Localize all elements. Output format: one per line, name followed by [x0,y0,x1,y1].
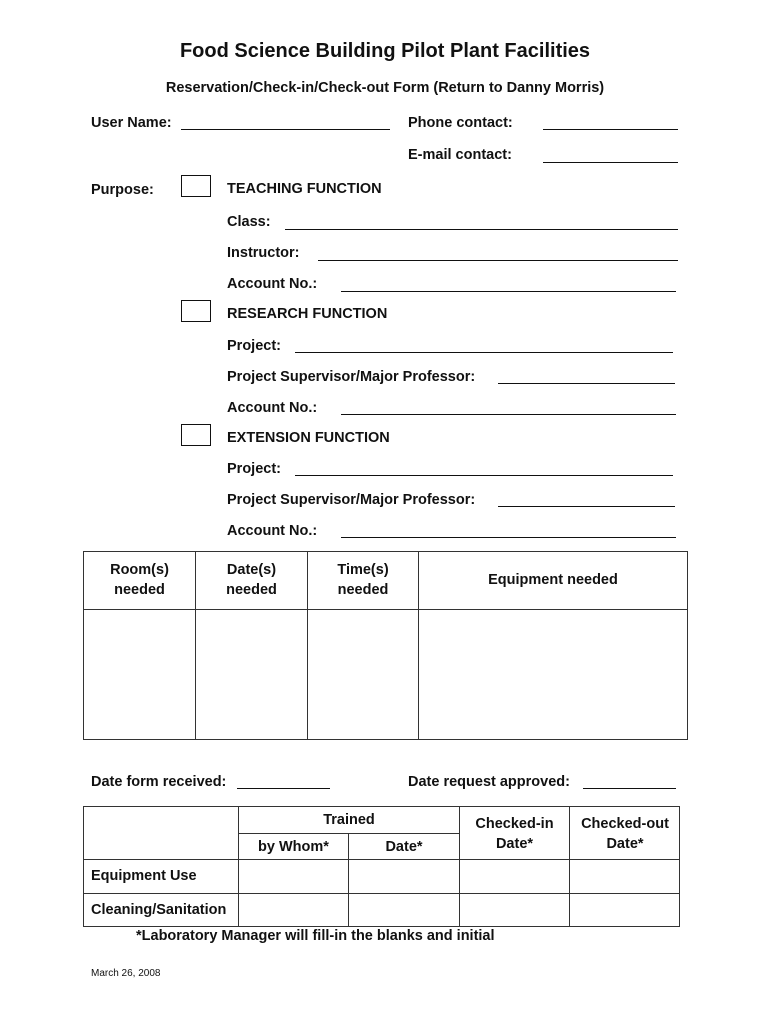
equipment-use-checked-in-cell[interactable] [460,860,568,892]
phone-contact-label: Phone contact: [408,115,513,131]
research-project-label: Project: [227,338,281,354]
times-needed-header: Time(s) needed [337,562,389,598]
checked-in-header: Checked-in Date* [475,816,554,852]
equipment-use-date-cell[interactable] [349,860,458,892]
class-label: Class: [227,214,271,230]
equipment-needed-cell[interactable] [419,610,687,739]
instructor-label: Instructor: [227,245,300,261]
times-needed-cell[interactable] [308,610,417,739]
extension-heading: EXTENSION FUNCTION [227,430,390,446]
checked-out-header: Checked-out Date* [581,816,669,852]
research-supervisor-field[interactable] [498,383,675,384]
extension-supervisor-field[interactable] [498,506,675,507]
equipment-needed-header: Equipment needed [488,572,618,588]
cleaning-by-whom-cell[interactable] [239,894,347,926]
purpose-label: Purpose: [91,182,154,198]
research-account-label: Account No.: [227,400,318,416]
research-account-field[interactable] [341,414,676,415]
equipment-use-checked-out-cell[interactable] [570,860,679,892]
phone-contact-field[interactable] [543,129,678,130]
date-request-approved-label: Date request approved: [408,774,570,790]
cleaning-checked-in-cell[interactable] [460,894,568,926]
email-contact-label: E-mail contact: [408,147,512,163]
class-field[interactable] [285,229,678,230]
extension-supervisor-label: Project Supervisor/Major Professor: [227,492,476,508]
research-checkbox[interactable] [181,300,211,322]
equipment-use-row-label: Equipment Use [91,868,197,884]
user-name-label: User Name: [91,115,172,131]
by-whom-header: by Whom* [258,839,329,855]
extension-checkbox[interactable] [181,424,211,446]
teaching-account-field[interactable] [341,291,676,292]
instructor-field[interactable] [318,260,678,261]
footer-date: March 26, 2008 [91,968,161,979]
email-contact-field[interactable] [543,162,678,163]
research-supervisor-label: Project Supervisor/Major Professor: [227,369,476,385]
teaching-heading: TEACHING FUNCTION [227,181,382,197]
research-heading: RESEARCH FUNCTION [227,306,388,322]
date-request-approved-field[interactable] [583,788,676,789]
user-name-field[interactable] [181,129,390,130]
extension-project-field[interactable] [295,475,673,476]
teaching-checkbox[interactable] [181,175,211,197]
rooms-needed-cell[interactable] [84,610,194,739]
trained-header: Trained [323,812,375,828]
footnote: *Laboratory Manager will fill-in the blanks and initial [136,928,495,944]
extension-project-label: Project: [227,461,281,477]
cleaning-date-cell[interactable] [349,894,458,926]
form-subtitle: Reservation/Check-in/Check-out Form (Return to Danny Morris) [165,80,605,96]
equipment-use-by-whom-cell[interactable] [239,860,347,892]
date-form-received-label: Date form received: [91,774,227,790]
form-title: Food Science Building Pilot Plant Facilities [179,40,591,62]
dates-needed-cell[interactable] [196,610,306,739]
rooms-needed-header: Room(s) needed [110,562,169,598]
cleaning-checked-out-cell[interactable] [570,894,679,926]
date-form-received-field[interactable] [237,788,330,789]
teaching-account-label: Account No.: [227,276,318,292]
extension-account-label: Account No.: [227,523,318,539]
cleaning-sanitation-row-label: Cleaning/Sanitation [91,902,227,918]
research-project-field[interactable] [295,352,673,353]
dates-needed-header: Date(s) needed [226,562,277,598]
extension-account-field[interactable] [341,537,676,538]
trained-date-header: Date* [385,839,423,855]
